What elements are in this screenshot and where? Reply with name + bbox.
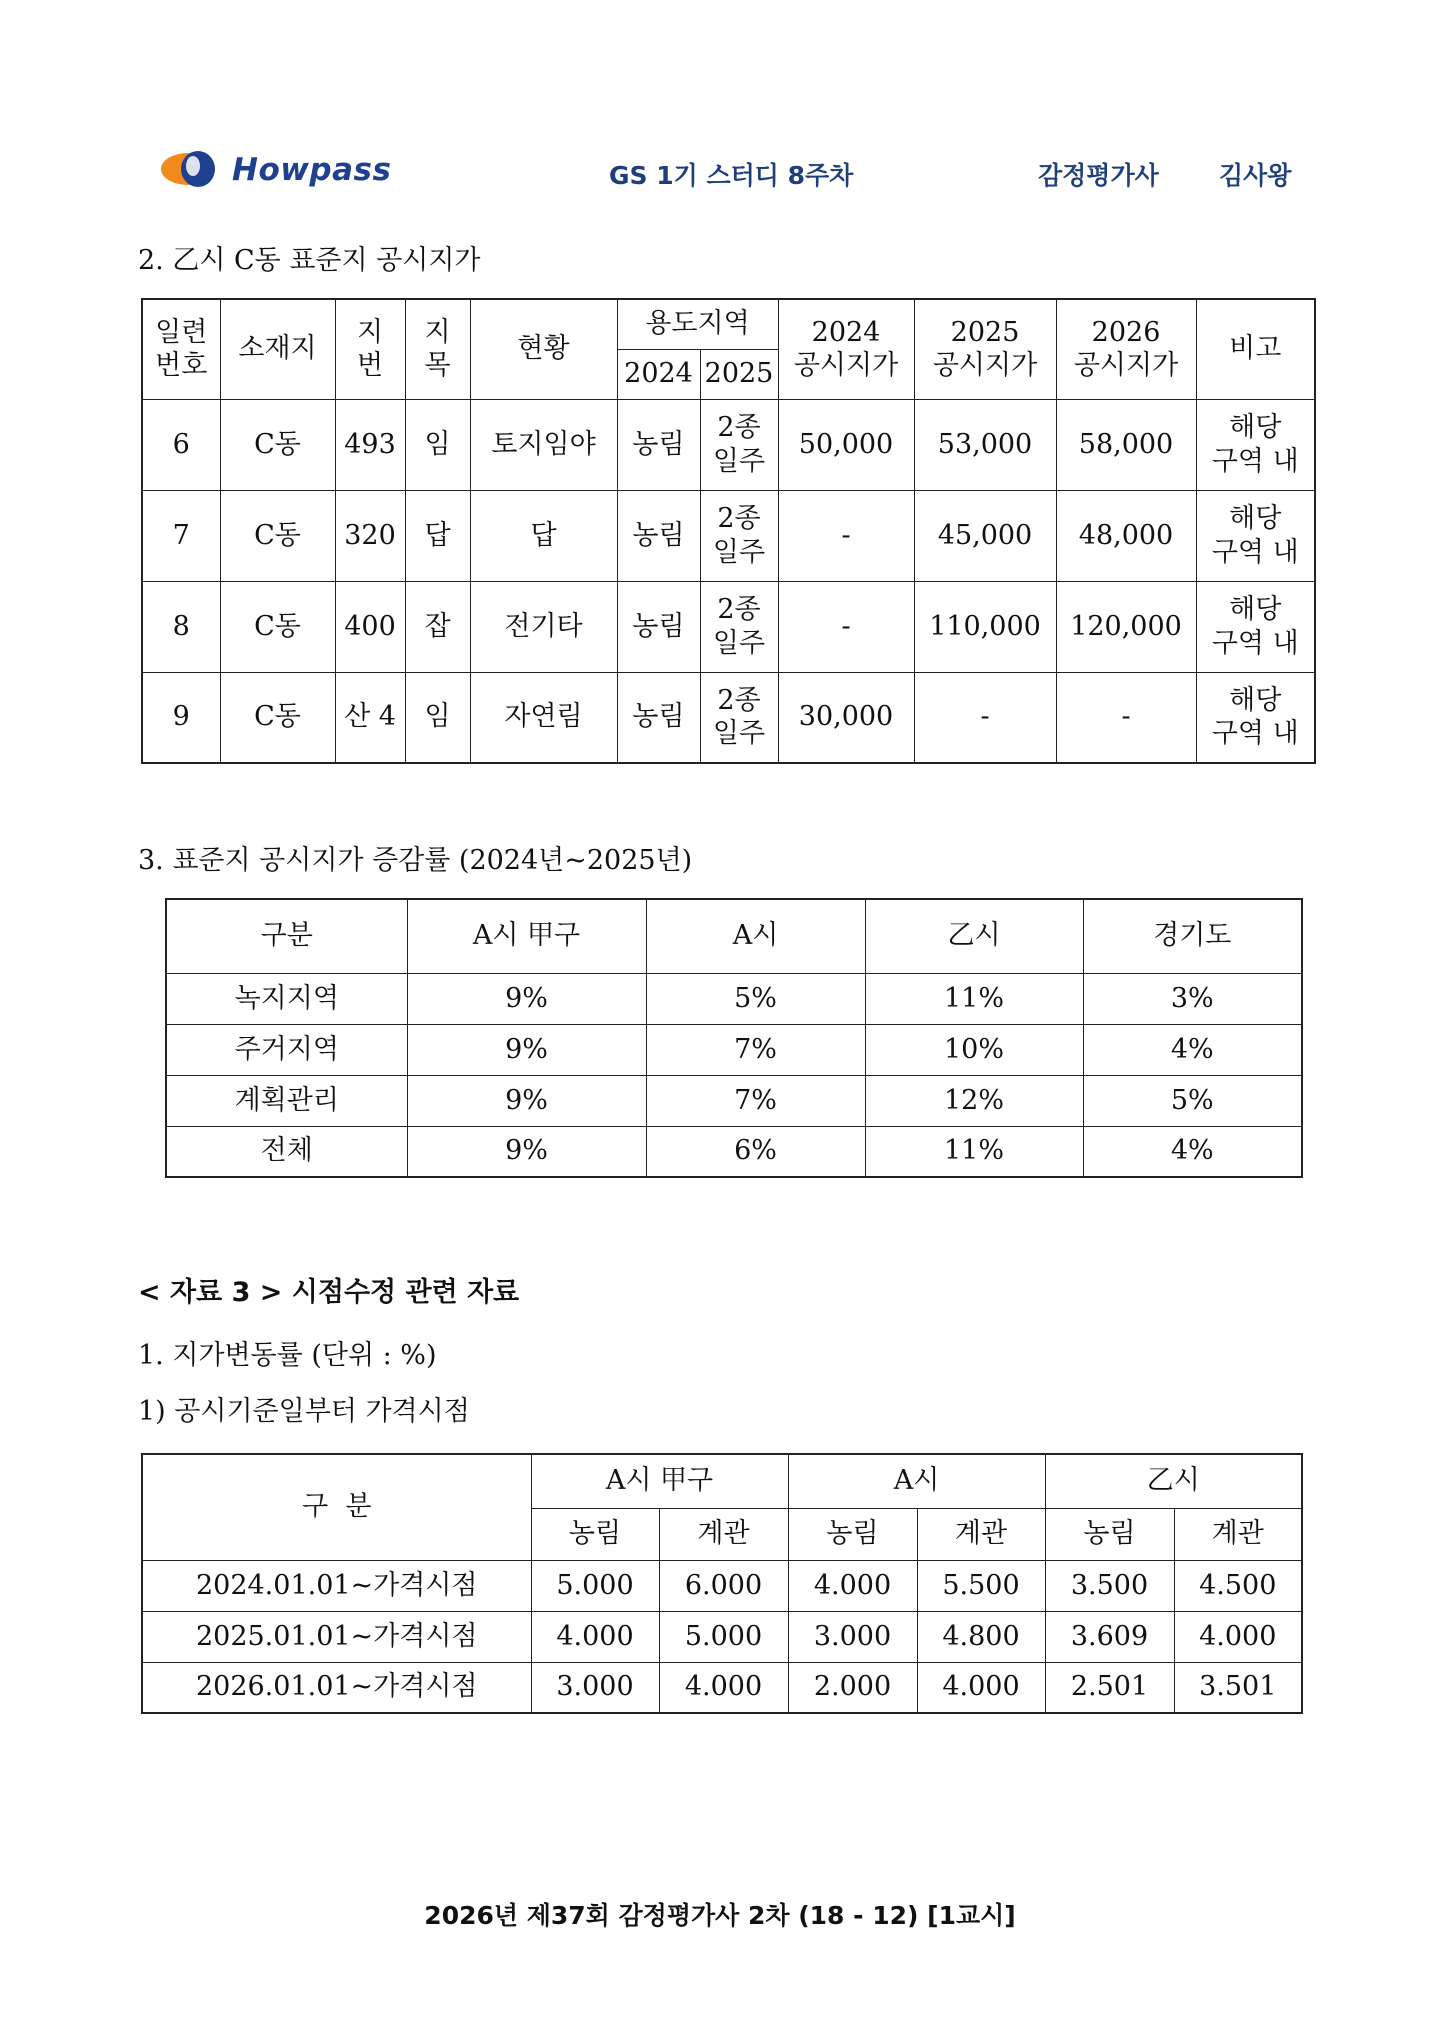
header-label: 구 분 bbox=[142, 1454, 531, 1560]
header-sub: 농림 bbox=[788, 1508, 917, 1560]
cell-price-2024: 30,000 bbox=[778, 672, 914, 763]
cell-category: 전체 bbox=[166, 1126, 407, 1177]
material3-subtitle-1: 1. 지가변동률 (단위 : %) bbox=[138, 1340, 437, 1371]
cell-value: 3% bbox=[1083, 973, 1302, 1024]
cell-value: 5.000 bbox=[531, 1560, 659, 1611]
table-row bbox=[166, 1075, 1302, 1126]
header-gyeonggi: 경기도 bbox=[1083, 899, 1302, 973]
cell-category: 잡 bbox=[405, 581, 470, 672]
cell-value: 7% bbox=[646, 1075, 865, 1126]
cell-value: 4.000 bbox=[659, 1662, 788, 1713]
header-location: 소재지 bbox=[220, 299, 335, 399]
cell-location: C동 bbox=[220, 490, 335, 581]
cell-zone-2025: 2종 일주 bbox=[700, 581, 778, 672]
header-sub: 농림 bbox=[1045, 1508, 1174, 1560]
header-remark: 비고 bbox=[1196, 299, 1315, 399]
author-role: 감정평가사 bbox=[1038, 161, 1159, 190]
cell-value: 9% bbox=[407, 973, 646, 1024]
cell-value: 5.000 bbox=[659, 1611, 788, 1662]
cell-value: 11% bbox=[865, 973, 1083, 1024]
cell-remark: 해당 구역 내 bbox=[1196, 581, 1315, 672]
cell-value: 2.000 bbox=[788, 1662, 917, 1713]
table-row bbox=[142, 1611, 1302, 1662]
table-row bbox=[166, 973, 1302, 1024]
cell-period: 2024.01.01~가격시점 bbox=[142, 1560, 531, 1611]
cell-price-2025: 45,000 bbox=[914, 490, 1056, 581]
study-title: GS 1기 스터디 8주차 bbox=[609, 161, 854, 190]
cell-value: 9% bbox=[407, 1126, 646, 1177]
cell-location: C동 bbox=[220, 581, 335, 672]
cell-no: 8 bbox=[142, 581, 220, 672]
cell-value: 9% bbox=[407, 1075, 646, 1126]
table-row bbox=[142, 581, 1315, 672]
cell-value: 5% bbox=[1083, 1075, 1302, 1126]
header-sub: 계관 bbox=[917, 1508, 1045, 1560]
header-category: 지 목 bbox=[405, 299, 470, 399]
cell-remark: 해당 구역 내 bbox=[1196, 672, 1315, 763]
header-sub: 농림 bbox=[531, 1508, 659, 1560]
cell-lot: 400 bbox=[335, 581, 405, 672]
cell-lot: 산 4 bbox=[335, 672, 405, 763]
table-row bbox=[142, 1560, 1302, 1611]
table-header-row bbox=[166, 899, 1302, 973]
cell-remark: 해당 구역 내 bbox=[1196, 490, 1315, 581]
cell-price-2026: 48,000 bbox=[1056, 490, 1196, 581]
cell-value: 5% bbox=[646, 973, 865, 1024]
cell-value: 3.501 bbox=[1174, 1662, 1302, 1713]
cell-price-2025: - bbox=[914, 672, 1056, 763]
cell-category: 계획관리 bbox=[166, 1075, 407, 1126]
header-zone-2024: 2024 bbox=[617, 349, 700, 399]
material3-title: < 자료 3 > 시점수정 관련 자료 bbox=[138, 1277, 520, 1308]
header-sub: 계관 bbox=[1174, 1508, 1302, 1560]
table-row bbox=[142, 672, 1315, 763]
cell-no: 6 bbox=[142, 399, 220, 490]
page-footer: 2026년 제37회 감정평가사 2차 (18 - 12) [1교시] bbox=[424, 1901, 1016, 1930]
cell-price-2024: - bbox=[778, 490, 914, 581]
cell-value: 5.500 bbox=[917, 1560, 1045, 1611]
cell-value: 3.000 bbox=[788, 1611, 917, 1662]
header-a-city: A시 bbox=[646, 899, 865, 973]
cell-category: 녹지지역 bbox=[166, 973, 407, 1024]
howpass-logo-icon bbox=[160, 148, 224, 190]
cell-period: 2026.01.01~가격시점 bbox=[142, 1662, 531, 1713]
cell-price-2026: 58,000 bbox=[1056, 399, 1196, 490]
header-sub: 계관 bbox=[659, 1508, 788, 1560]
header-status: 현황 bbox=[470, 299, 617, 399]
header-zone: 용도지역 bbox=[617, 299, 778, 349]
table-row bbox=[142, 399, 1315, 490]
cell-price-2025: 110,000 bbox=[914, 581, 1056, 672]
material3-subtitle-2: 1) 공시기준일부터 가격시점 bbox=[138, 1396, 470, 1427]
cell-category: 답 bbox=[405, 490, 470, 581]
cell-status: 토지임야 bbox=[470, 399, 617, 490]
cell-status: 자연림 bbox=[470, 672, 617, 763]
cell-zone-2024: 농림 bbox=[617, 399, 700, 490]
cell-zone-2025: 2종 일주 bbox=[700, 672, 778, 763]
cell-value: 10% bbox=[865, 1024, 1083, 1075]
cell-value: 3.000 bbox=[531, 1662, 659, 1713]
cell-value: 4.800 bbox=[917, 1611, 1045, 1662]
cell-value: 6% bbox=[646, 1126, 865, 1177]
header-no: 일련 번호 bbox=[142, 299, 220, 399]
cell-value: 4% bbox=[1083, 1126, 1302, 1177]
cell-price-2026: - bbox=[1056, 672, 1196, 763]
cell-location: C동 bbox=[220, 399, 335, 490]
cell-status: 전기타 bbox=[470, 581, 617, 672]
cell-value: 9% bbox=[407, 1024, 646, 1075]
author-name: 김사왕 bbox=[1219, 161, 1292, 190]
cell-price-2024: 50,000 bbox=[778, 399, 914, 490]
page-header bbox=[0, 0, 1440, 240]
cell-remark: 해당 구역 내 bbox=[1196, 399, 1315, 490]
cell-zone-2024: 농림 bbox=[617, 581, 700, 672]
cell-category: 임 bbox=[405, 672, 470, 763]
land-price-change-table bbox=[141, 1453, 1303, 1714]
header-group-eul: 乙시 bbox=[1045, 1454, 1302, 1508]
cell-price-2026: 120,000 bbox=[1056, 581, 1196, 672]
cell-no: 9 bbox=[142, 672, 220, 763]
cell-lot: 320 bbox=[335, 490, 405, 581]
cell-period: 2025.01.01~가격시점 bbox=[142, 1611, 531, 1662]
header-eul-city: 乙시 bbox=[865, 899, 1083, 973]
section2-title: 2. 乙시 C동 표준지 공시지가 bbox=[138, 245, 481, 276]
table-row bbox=[166, 1024, 1302, 1075]
header-price-2024: 2024 공시지가 bbox=[778, 299, 914, 399]
cell-zone-2024: 농림 bbox=[617, 672, 700, 763]
cell-value: 4.000 bbox=[788, 1560, 917, 1611]
cell-location: C동 bbox=[220, 672, 335, 763]
header-lot: 지 번 bbox=[335, 299, 405, 399]
cell-value: 4.500 bbox=[1174, 1560, 1302, 1611]
standard-land-price-table bbox=[141, 298, 1316, 764]
cell-value: 3.500 bbox=[1045, 1560, 1174, 1611]
table-row bbox=[166, 1126, 1302, 1177]
cell-zone-2024: 농림 bbox=[617, 490, 700, 581]
header-a-city-gap-gu: A시 甲구 bbox=[407, 899, 646, 973]
cell-status: 답 bbox=[470, 490, 617, 581]
header-zone-2025: 2025 bbox=[700, 349, 778, 399]
table-row bbox=[142, 490, 1315, 581]
cell-zone-2025: 2종 일주 bbox=[700, 490, 778, 581]
table-row bbox=[142, 1662, 1302, 1713]
cell-value: 11% bbox=[865, 1126, 1083, 1177]
cell-value: 4.000 bbox=[1174, 1611, 1302, 1662]
table-header-row bbox=[142, 1454, 1302, 1508]
cell-price-2025: 53,000 bbox=[914, 399, 1056, 490]
header-price-2026: 2026 공시지가 bbox=[1056, 299, 1196, 399]
cell-value: 3.609 bbox=[1045, 1611, 1174, 1662]
cell-category: 임 bbox=[405, 399, 470, 490]
cell-no: 7 bbox=[142, 490, 220, 581]
cell-value: 6.000 bbox=[659, 1560, 788, 1611]
header-group-a: A시 bbox=[788, 1454, 1045, 1508]
cell-zone-2025: 2종 일주 bbox=[700, 399, 778, 490]
cell-category: 주거지역 bbox=[166, 1024, 407, 1075]
cell-lot: 493 bbox=[335, 399, 405, 490]
header-price-2025: 2025 공시지가 bbox=[914, 299, 1056, 399]
cell-value: 4.000 bbox=[531, 1611, 659, 1662]
cell-value: 7% bbox=[646, 1024, 865, 1075]
cell-value: 2.501 bbox=[1045, 1662, 1174, 1713]
logo-text: Howpass bbox=[232, 152, 392, 188]
price-change-rate-table bbox=[165, 898, 1303, 1178]
section3-title: 3. 표준지 공시지가 증감률 (2024년~2025년) bbox=[138, 845, 693, 876]
cell-value: 4% bbox=[1083, 1024, 1302, 1075]
cell-value: 12% bbox=[865, 1075, 1083, 1126]
cell-value: 4.000 bbox=[917, 1662, 1045, 1713]
header-category: 구분 bbox=[166, 899, 407, 973]
cell-price-2024: - bbox=[778, 581, 914, 672]
header-group-a-gap: A시 甲구 bbox=[531, 1454, 788, 1508]
